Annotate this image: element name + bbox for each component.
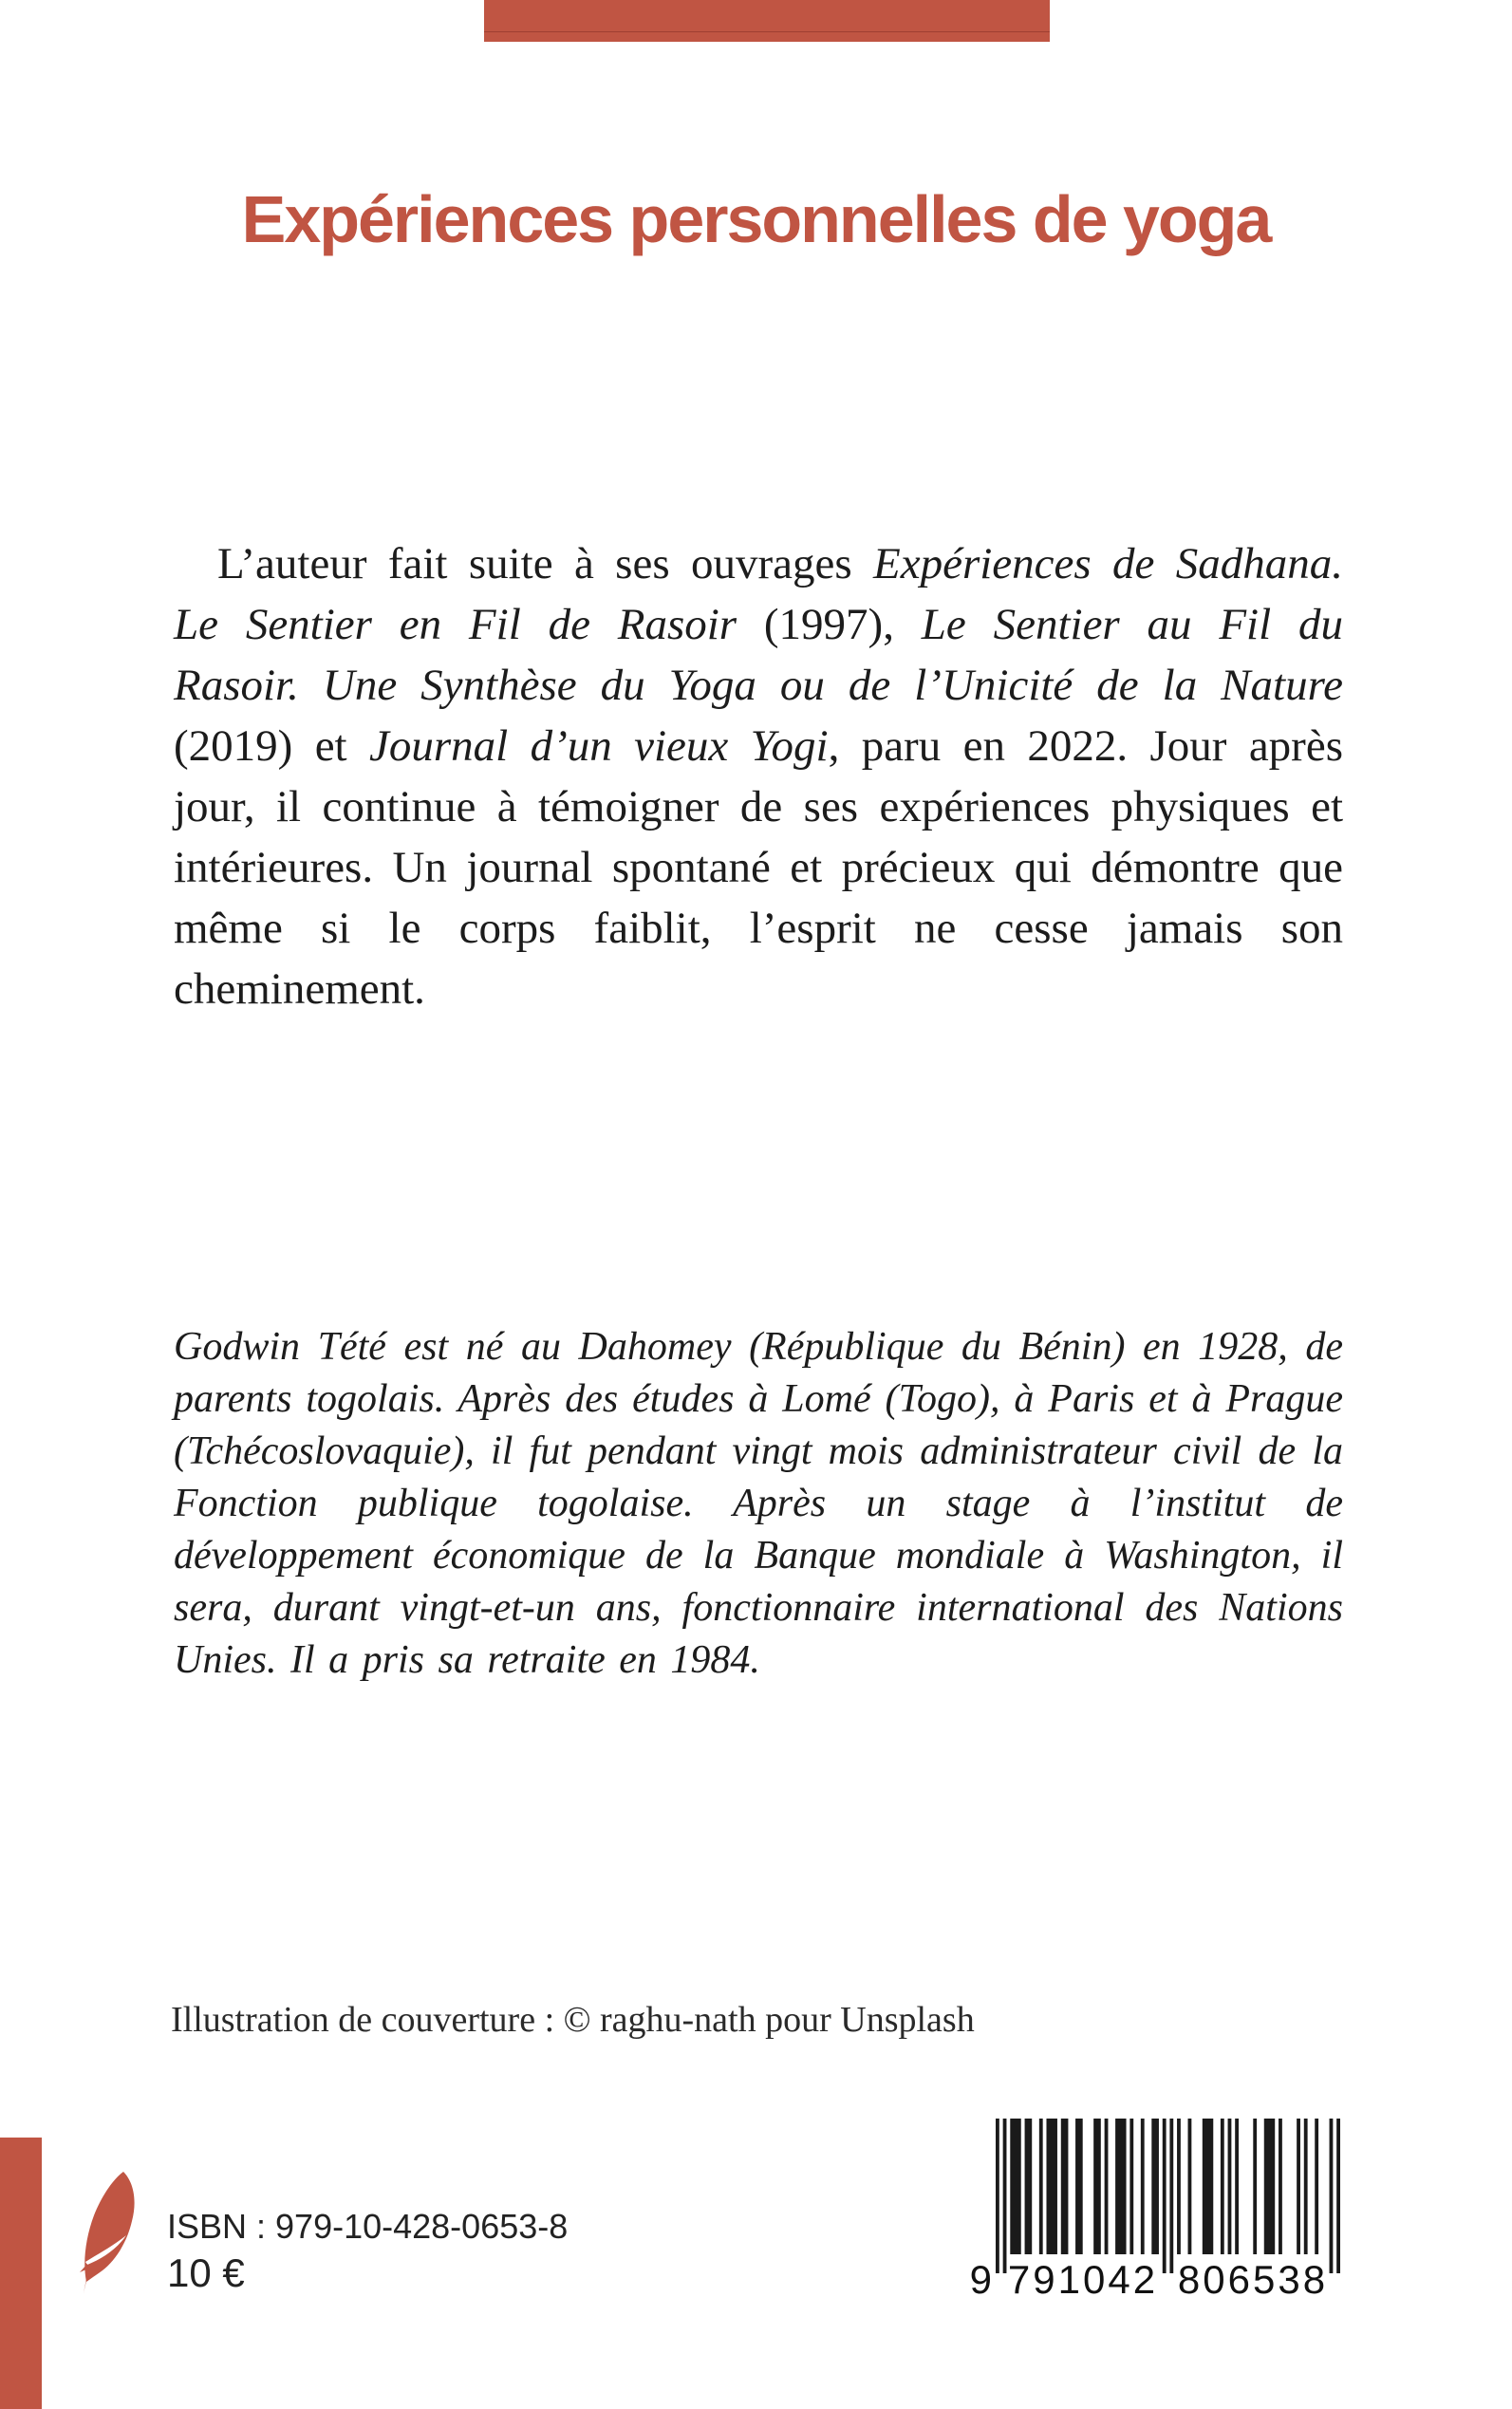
barcode-digits-left: 791042 <box>1007 2257 1159 2302</box>
left-accent-bar <box>0 2138 42 2409</box>
barcode-digit-lead: 9 <box>969 2257 992 2302</box>
author-bio-paragraph: Godwin Tété est né au Dahomey (République du Bénin) en 1928, de parents togolais. Après des études à Lomé (Togo), à Paris et à Prague (Tchécoslovaquie), il fut pendant vingt mois administrateur civil de la Fonction publique togolaise. Après un stage à l’institut de développement économique de la Banque mondiale à Washington, il sera, durant vingt-et-un ans, fonctionnaire international des Nations Unies. Il a pris sa retraite en 1984. <box>174 1325 1343 1682</box>
barcode-bars <box>996 2119 1340 2274</box>
publisher-feather-logo-icon <box>78 2170 140 2295</box>
isbn-text: ISBN : 979-10-428-0653-8 <box>167 2207 569 2246</box>
cover-credit-line: Illustration de couverture : © raghu-nath pour Unsplash <box>171 2000 975 2040</box>
barcode-digits-right: 806538 <box>1177 2257 1329 2302</box>
ean13-barcode <box>963 2119 1353 2308</box>
synopsis-paragraph: L’auteur fait suite à ses ouvrages Expériences de Sadhana. Le Sentier en Fil de Rasoir (1997), Le Sentier au Fil du Rasoir. Une Synthèse du Yoga ou de l’Unicité de la Nature (2019) et Journal d’un vieux Yogi, paru en 2022. Jour après jour, il continue à témoigner de ses expériences physiques et intérieures. Un journal spontané et précieux qui démontre que même si le corps faiblit, l’esprit ne cesse jamais son cheminement. <box>174 539 1344 1014</box>
price-text: 10 € <box>167 2250 245 2295</box>
book-title: Expériences personnelles de yoga <box>241 182 1271 256</box>
top-accent-bar <box>484 0 1050 42</box>
